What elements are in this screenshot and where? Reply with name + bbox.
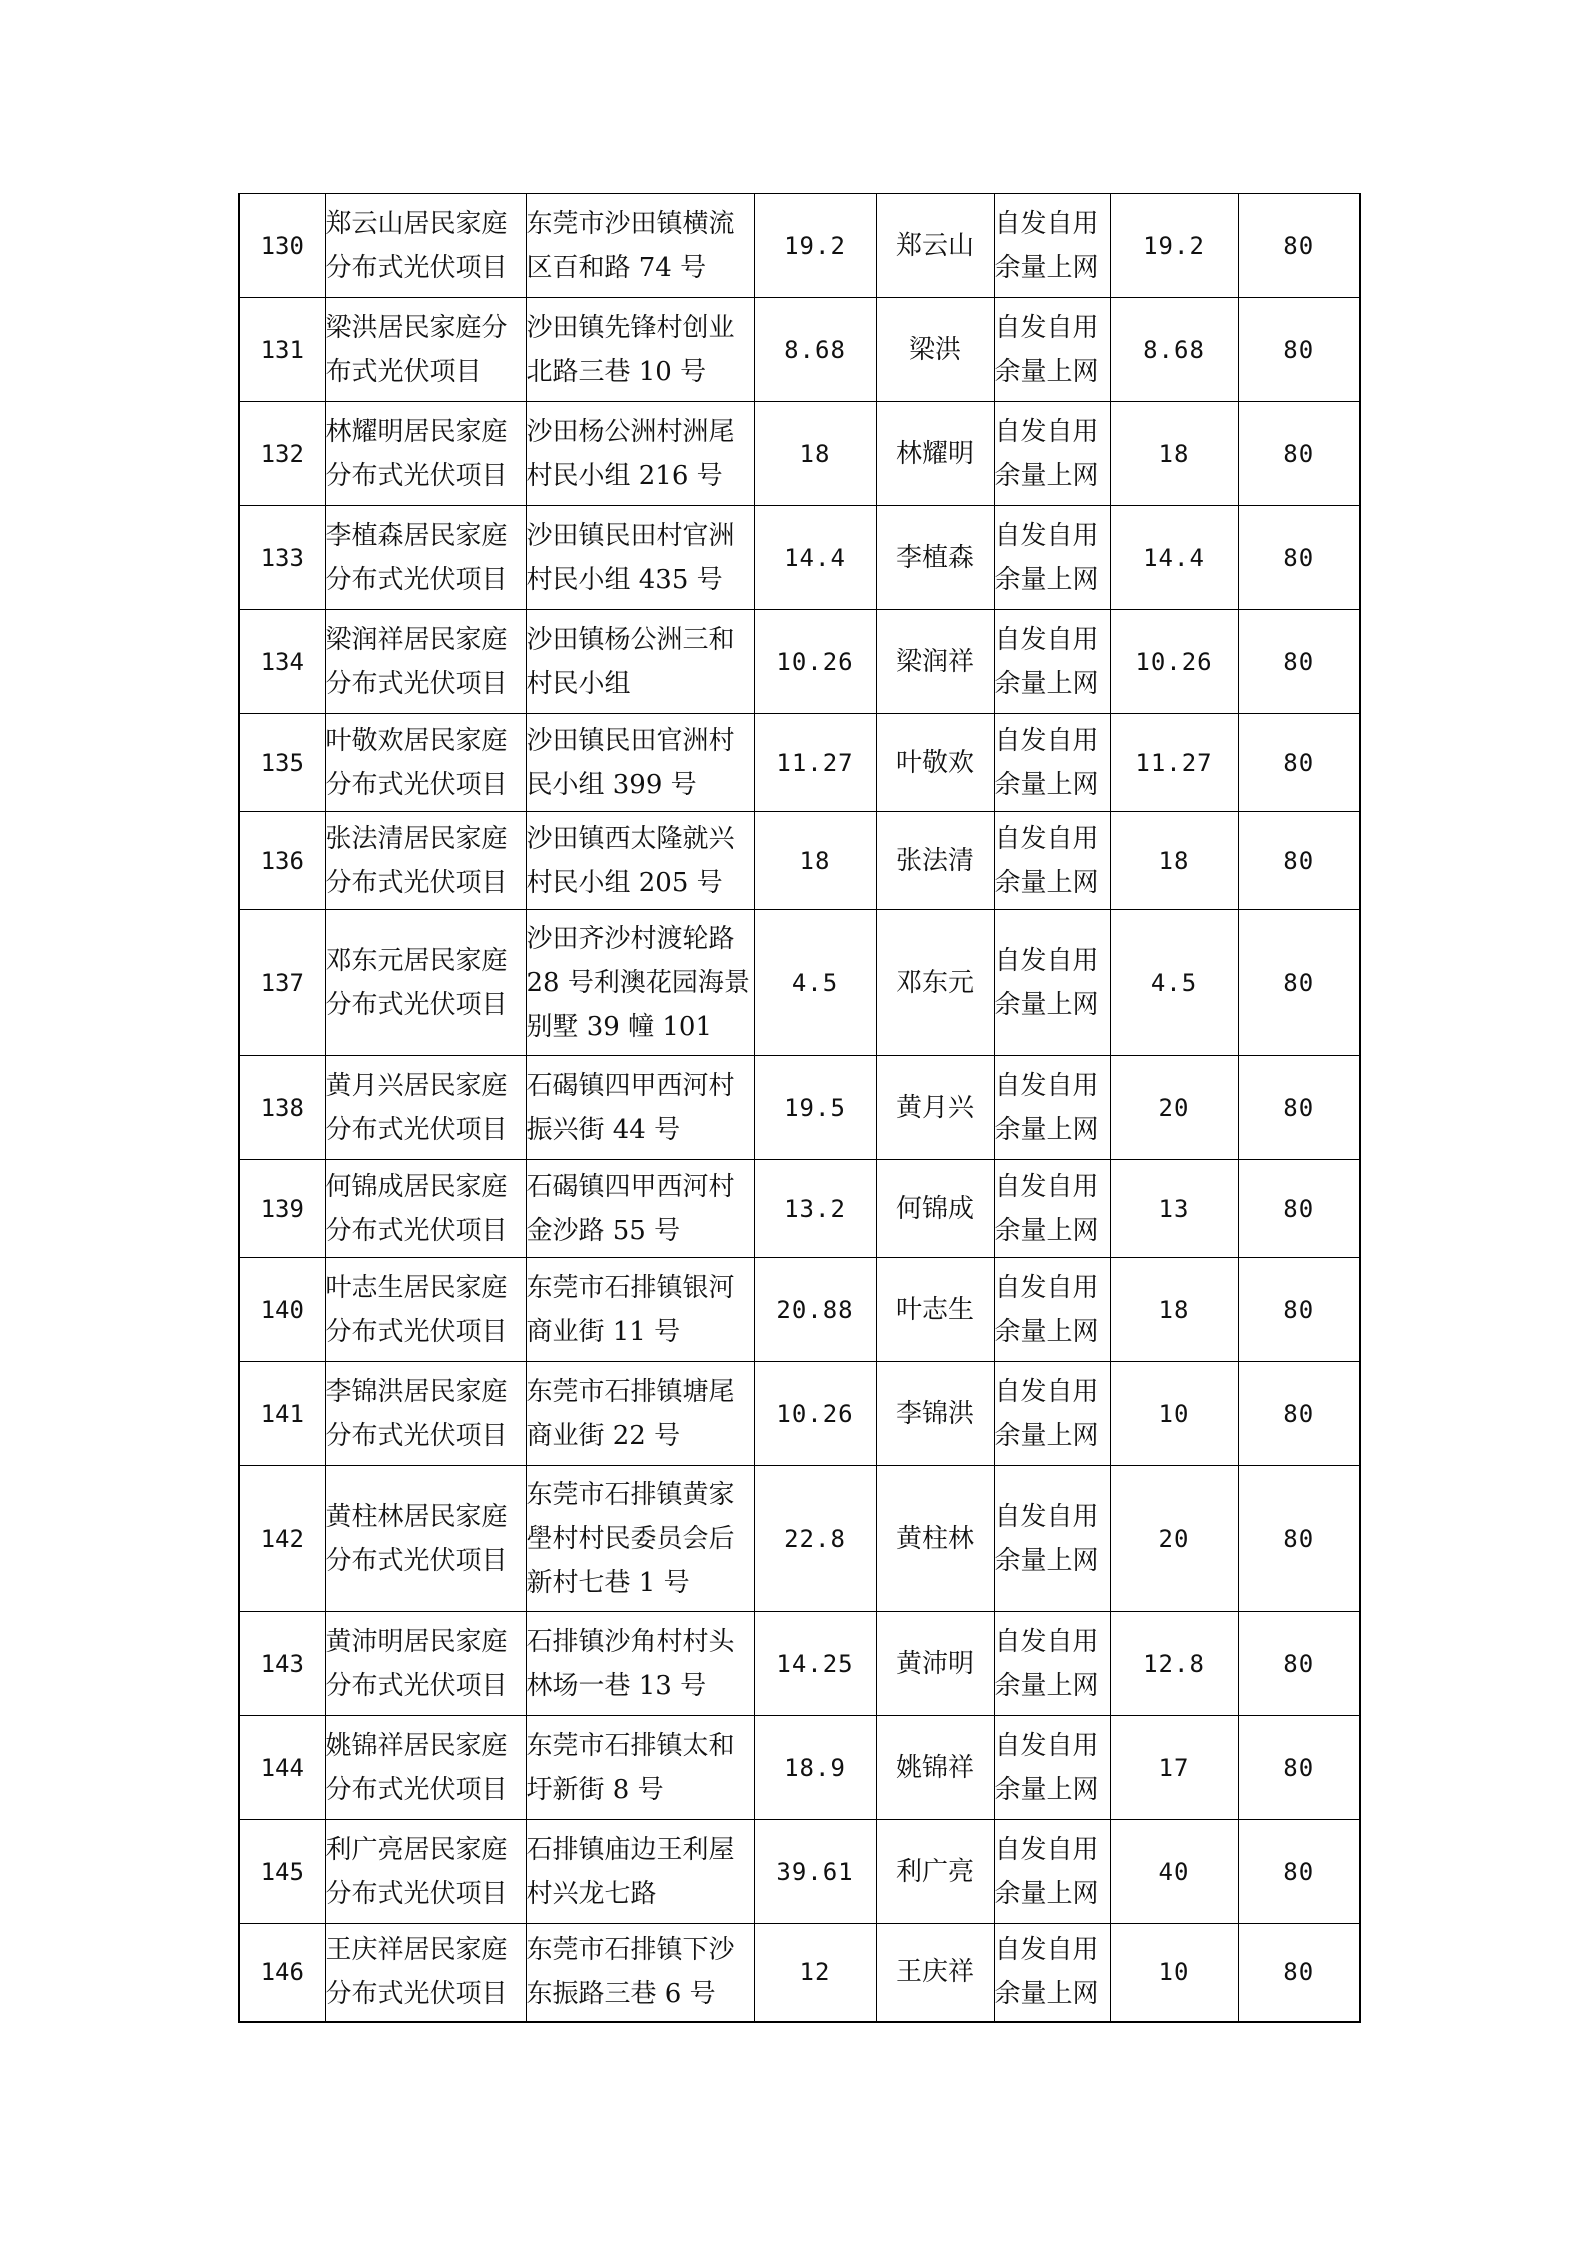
project-name: 邓东元居民家庭分布式光伏项目 bbox=[325, 910, 526, 1056]
project-name: 利广亮居民家庭分布式光伏项目 bbox=[325, 1820, 526, 1924]
value-80: 80 bbox=[1238, 1924, 1360, 2022]
grid-mode: 自发自用余量上网 bbox=[994, 714, 1110, 812]
approved-capacity: 20 bbox=[1110, 1466, 1238, 1612]
grid-mode: 自发自用余量上网 bbox=[994, 298, 1110, 402]
owner-name: 黄月兴 bbox=[876, 1056, 994, 1160]
owner-name: 王庆祥 bbox=[876, 1924, 994, 2022]
value-80: 80 bbox=[1238, 298, 1360, 402]
table-row bbox=[239, 714, 1360, 812]
row-number: 144 bbox=[239, 1716, 325, 1820]
installed-capacity: 22.8 bbox=[754, 1466, 876, 1612]
project-address: 沙田镇先锋村创业北路三巷 10 号 bbox=[526, 298, 754, 402]
table-body bbox=[239, 194, 1360, 2022]
value-80: 80 bbox=[1238, 506, 1360, 610]
grid-mode: 自发自用余量上网 bbox=[994, 1612, 1110, 1716]
row-number: 143 bbox=[239, 1612, 325, 1716]
installed-capacity: 13.2 bbox=[754, 1160, 876, 1258]
project-address: 石排镇庙边王利屋村兴龙七路 bbox=[526, 1820, 754, 1924]
table-row bbox=[239, 1716, 1360, 1820]
row-number: 133 bbox=[239, 506, 325, 610]
row-number: 136 bbox=[239, 812, 325, 910]
grid-mode: 自发自用余量上网 bbox=[994, 1160, 1110, 1258]
installed-capacity: 10.26 bbox=[754, 1362, 876, 1466]
approved-capacity: 10 bbox=[1110, 1924, 1238, 2022]
project-name: 梁润祥居民家庭分布式光伏项目 bbox=[325, 610, 526, 714]
project-address: 沙田镇杨公洲三和村民小组 bbox=[526, 610, 754, 714]
owner-name: 梁润祥 bbox=[876, 610, 994, 714]
value-80: 80 bbox=[1238, 1362, 1360, 1466]
installed-capacity: 12 bbox=[754, 1924, 876, 2022]
project-name: 王庆祥居民家庭分布式光伏项目 bbox=[325, 1924, 526, 2022]
approved-capacity: 18 bbox=[1110, 812, 1238, 910]
approved-capacity: 12.8 bbox=[1110, 1612, 1238, 1716]
approved-capacity: 18 bbox=[1110, 402, 1238, 506]
project-name: 何锦成居民家庭分布式光伏项目 bbox=[325, 1160, 526, 1258]
project-address: 东莞市石排镇银河商业街 11 号 bbox=[526, 1258, 754, 1362]
approved-capacity: 18 bbox=[1110, 1258, 1238, 1362]
owner-name: 林耀明 bbox=[876, 402, 994, 506]
approved-capacity: 10.26 bbox=[1110, 610, 1238, 714]
project-address: 东莞市石排镇下沙东振路三巷 6 号 bbox=[526, 1924, 754, 2022]
installed-capacity: 19.5 bbox=[754, 1056, 876, 1160]
table-row bbox=[239, 610, 1360, 714]
grid-mode: 自发自用余量上网 bbox=[994, 1056, 1110, 1160]
grid-mode: 自发自用余量上网 bbox=[994, 1362, 1110, 1466]
value-80: 80 bbox=[1238, 714, 1360, 812]
approved-capacity: 4.5 bbox=[1110, 910, 1238, 1056]
row-number: 141 bbox=[239, 1362, 325, 1466]
project-address: 东莞市石排镇太和圩新街 8 号 bbox=[526, 1716, 754, 1820]
approved-capacity: 19.2 bbox=[1110, 194, 1238, 298]
table-row bbox=[239, 1466, 1360, 1612]
approved-capacity: 11.27 bbox=[1110, 714, 1238, 812]
installed-capacity: 19.2 bbox=[754, 194, 876, 298]
owner-name: 黄柱林 bbox=[876, 1466, 994, 1612]
project-name: 黄月兴居民家庭分布式光伏项目 bbox=[325, 1056, 526, 1160]
project-name: 李锦洪居民家庭分布式光伏项目 bbox=[325, 1362, 526, 1466]
installed-capacity: 20.88 bbox=[754, 1258, 876, 1362]
value-80: 80 bbox=[1238, 812, 1360, 910]
project-address: 东莞市石排镇塘尾商业街 22 号 bbox=[526, 1362, 754, 1466]
row-number: 132 bbox=[239, 402, 325, 506]
row-number: 145 bbox=[239, 1820, 325, 1924]
owner-name: 何锦成 bbox=[876, 1160, 994, 1258]
project-table bbox=[238, 193, 1361, 2023]
project-name: 林耀明居民家庭分布式光伏项目 bbox=[325, 402, 526, 506]
value-80: 80 bbox=[1238, 1612, 1360, 1716]
approved-capacity: 17 bbox=[1110, 1716, 1238, 1820]
installed-capacity: 18.9 bbox=[754, 1716, 876, 1820]
project-address: 东莞市石排镇黄家壆村村民委员会后新村七巷 1 号 bbox=[526, 1466, 754, 1612]
row-number: 139 bbox=[239, 1160, 325, 1258]
owner-name: 姚锦祥 bbox=[876, 1716, 994, 1820]
installed-capacity: 18 bbox=[754, 812, 876, 910]
installed-capacity: 39.61 bbox=[754, 1820, 876, 1924]
owner-name: 李锦洪 bbox=[876, 1362, 994, 1466]
row-number: 134 bbox=[239, 610, 325, 714]
project-name: 梁洪居民家庭分布式光伏项目 bbox=[325, 298, 526, 402]
grid-mode: 自发自用余量上网 bbox=[994, 1820, 1110, 1924]
installed-capacity: 14.25 bbox=[754, 1612, 876, 1716]
grid-mode: 自发自用余量上网 bbox=[994, 1258, 1110, 1362]
table-row bbox=[239, 910, 1360, 1056]
project-name: 叶敬欢居民家庭分布式光伏项目 bbox=[325, 714, 526, 812]
project-name: 姚锦祥居民家庭分布式光伏项目 bbox=[325, 1716, 526, 1820]
value-80: 80 bbox=[1238, 402, 1360, 506]
table-row bbox=[239, 298, 1360, 402]
approved-capacity: 10 bbox=[1110, 1362, 1238, 1466]
project-name: 黄柱林居民家庭分布式光伏项目 bbox=[325, 1466, 526, 1612]
value-80: 80 bbox=[1238, 1466, 1360, 1612]
value-80: 80 bbox=[1238, 1160, 1360, 1258]
table-row bbox=[239, 402, 1360, 506]
grid-mode: 自发自用余量上网 bbox=[994, 1716, 1110, 1820]
owner-name: 黄沛明 bbox=[876, 1612, 994, 1716]
approved-capacity: 40 bbox=[1110, 1820, 1238, 1924]
table-row bbox=[239, 506, 1360, 610]
project-address: 沙田齐沙村渡轮路 28 号利澳花园海景别墅 39 幢 101 bbox=[526, 910, 754, 1056]
row-number: 137 bbox=[239, 910, 325, 1056]
owner-name: 李植森 bbox=[876, 506, 994, 610]
table-row bbox=[239, 1056, 1360, 1160]
value-80: 80 bbox=[1238, 1258, 1360, 1362]
value-80: 80 bbox=[1238, 910, 1360, 1056]
table-row bbox=[239, 1612, 1360, 1716]
installed-capacity: 18 bbox=[754, 402, 876, 506]
installed-capacity: 4.5 bbox=[754, 910, 876, 1056]
value-80: 80 bbox=[1238, 194, 1360, 298]
project-address: 沙田杨公洲村洲尾村民小组 216 号 bbox=[526, 402, 754, 506]
table-row bbox=[239, 1258, 1360, 1362]
owner-name: 张法清 bbox=[876, 812, 994, 910]
row-number: 146 bbox=[239, 1924, 325, 2022]
table-row bbox=[239, 1924, 1360, 2022]
project-address: 石排镇沙角村村头林场一巷 13 号 bbox=[526, 1612, 754, 1716]
grid-mode: 自发自用余量上网 bbox=[994, 812, 1110, 910]
project-address: 沙田镇西太隆就兴村民小组 205 号 bbox=[526, 812, 754, 910]
grid-mode: 自发自用余量上网 bbox=[994, 1466, 1110, 1612]
approved-capacity: 8.68 bbox=[1110, 298, 1238, 402]
table-row bbox=[239, 1820, 1360, 1924]
installed-capacity: 14.4 bbox=[754, 506, 876, 610]
grid-mode: 自发自用余量上网 bbox=[994, 910, 1110, 1056]
grid-mode: 自发自用余量上网 bbox=[994, 1924, 1110, 2022]
project-name: 张法清居民家庭分布式光伏项目 bbox=[325, 812, 526, 910]
installed-capacity: 10.26 bbox=[754, 610, 876, 714]
row-number: 130 bbox=[239, 194, 325, 298]
table-row bbox=[239, 1160, 1360, 1258]
owner-name: 梁洪 bbox=[876, 298, 994, 402]
approved-capacity: 13 bbox=[1110, 1160, 1238, 1258]
grid-mode: 自发自用余量上网 bbox=[994, 610, 1110, 714]
value-80: 80 bbox=[1238, 610, 1360, 714]
table-row bbox=[239, 194, 1360, 298]
project-address: 东莞市沙田镇横流区百和路 74 号 bbox=[526, 194, 754, 298]
project-address: 沙田镇民田官洲村民小组 399 号 bbox=[526, 714, 754, 812]
row-number: 138 bbox=[239, 1056, 325, 1160]
grid-mode: 自发自用余量上网 bbox=[994, 506, 1110, 610]
grid-mode: 自发自用余量上网 bbox=[994, 402, 1110, 506]
approved-capacity: 14.4 bbox=[1110, 506, 1238, 610]
owner-name: 叶志生 bbox=[876, 1258, 994, 1362]
value-80: 80 bbox=[1238, 1716, 1360, 1820]
table-row bbox=[239, 1362, 1360, 1466]
project-name: 叶志生居民家庭分布式光伏项目 bbox=[325, 1258, 526, 1362]
project-address: 石碣镇四甲西河村金沙路 55 号 bbox=[526, 1160, 754, 1258]
owner-name: 郑云山 bbox=[876, 194, 994, 298]
grid-mode: 自发自用余量上网 bbox=[994, 194, 1110, 298]
project-name: 黄沛明居民家庭分布式光伏项目 bbox=[325, 1612, 526, 1716]
project-name: 李植森居民家庭分布式光伏项目 bbox=[325, 506, 526, 610]
project-address: 沙田镇民田村官洲村民小组 435 号 bbox=[526, 506, 754, 610]
row-number: 131 bbox=[239, 298, 325, 402]
owner-name: 利广亮 bbox=[876, 1820, 994, 1924]
value-80: 80 bbox=[1238, 1056, 1360, 1160]
project-address: 石碣镇四甲西河村振兴街 44 号 bbox=[526, 1056, 754, 1160]
row-number: 140 bbox=[239, 1258, 325, 1362]
table-row bbox=[239, 812, 1360, 910]
installed-capacity: 11.27 bbox=[754, 714, 876, 812]
installed-capacity: 8.68 bbox=[754, 298, 876, 402]
row-number: 142 bbox=[239, 1466, 325, 1612]
value-80: 80 bbox=[1238, 1820, 1360, 1924]
project-name: 郑云山居民家庭分布式光伏项目 bbox=[325, 194, 526, 298]
owner-name: 叶敬欢 bbox=[876, 714, 994, 812]
row-number: 135 bbox=[239, 714, 325, 812]
owner-name: 邓东元 bbox=[876, 910, 994, 1056]
approved-capacity: 20 bbox=[1110, 1056, 1238, 1160]
